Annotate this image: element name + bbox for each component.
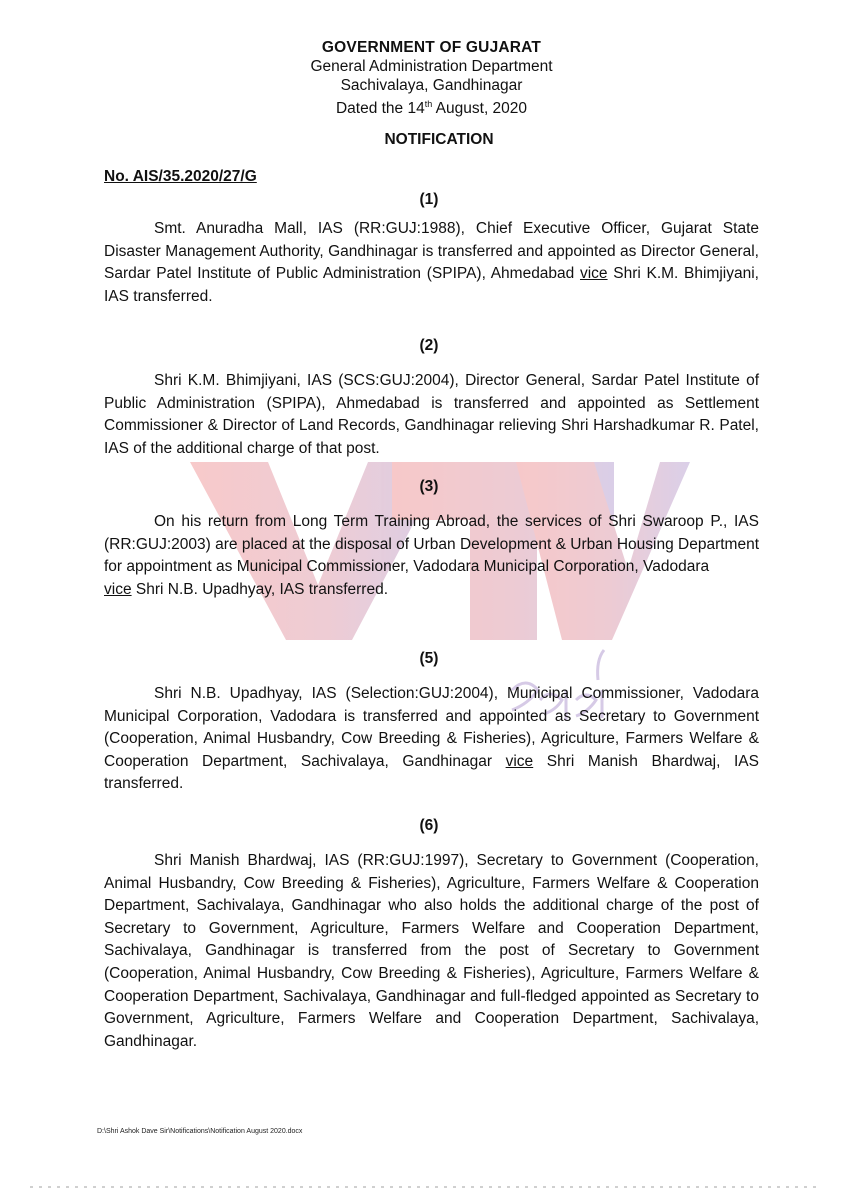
paragraph-number: (6) — [419, 817, 439, 834]
scan-artifact — [30, 1186, 820, 1188]
paragraph-body: Shri K.M. Bhimjiyani, IAS (SCS:GUJ:2004), Director General, Sardar Patel Institute of Public Administration (SPIPA), Ahmedabad is transferred and appointed as Settlement Commissioner & Director of Land Records, Gandhinagar relieving Shri Harshadkumar R. Patel, IAS of the additional charge of that post. — [104, 372, 759, 457]
office-location: Sachivalaya, Gandhinagar — [340, 77, 523, 94]
paragraph-body: Shri N.B. Upadhyay, IAS (Selection:GUJ:2004), Municipal Commissioner, Vadodara Municipal Corporation, Vadodara is transferred and appointed as Secretary to Government (Cooperation, Animal Husbandry, Cow Breeding & Fisheries), Agriculture, Farmers Welfare & Cooperation Department, Sachivalaya, Gandhinagar vice Shri Manish Bhardwaj, IAS transferred. — [104, 685, 759, 793]
reference-number: No. AIS/35.2020/27/G — [104, 168, 257, 185]
paragraph-number: (5) — [419, 650, 439, 667]
paragraph-body: Smt. Anuradha Mall, IAS (RR:GUJ:1988), Chief Executive Officer, Gujarat State Disaster Management Authority, Gandhinagar is transferred and appointed as Director General, Sardar Patel Institute of Public Administration (SPIPA), Ahmedabad vice Shri K.M. Bhimjiyani, IAS transferred. — [104, 220, 759, 305]
government-title: GOVERNMENT OF GUJARAT — [321, 39, 542, 56]
paragraph-number: (2) — [419, 337, 439, 354]
department-name: General Administration Department — [310, 58, 553, 75]
footer-file-path: D:\Shri Ashok Dave Sir\Notifications\Notification August 2020.docx — [97, 1128, 303, 1135]
paragraph-number: (3) — [419, 478, 439, 495]
paragraph-number: (1) — [419, 191, 439, 208]
paragraph-body: Shri Manish Bhardwaj, IAS (RR:GUJ:1997), Secretary to Government (Cooperation, Animal Husbandry, Cow Breeding & Fisheries), Agriculture, Farmers Welfare & Cooperation Department, Sachivalaya, Gandhinagar who also holds the additional charge of the post of Secretary to Government, Agriculture, Farmers Welfare and Cooperation Department, Sachivalaya, Gandhinagar is transferred from the post of Secretary to Government (Cooperation, Animal Husbandry, Cow Breeding & Fisheries), Agriculture, Farmers Welfare & Cooperation Department, Sachivalaya, Gandhinagar and full-fledged appointed as Secretary to Government, Agriculture, Farmers Welfare and Cooperation Department, Sachivalaya, Gandhinagar. — [104, 852, 759, 1050]
notification-heading: NOTIFICATION — [384, 131, 494, 148]
document-header — [0, 38, 848, 118]
document-date: Dated the 14th August, 2020 — [335, 99, 528, 118]
paragraph-body: On his return from Long Term Training Abroad, the services of Shri Swaroop P., IAS (RR:GUJ:2003) are placed at the disposal of Urban Development & Urban Housing Department for appointment as Municipal Commissioner, Vadodara Municipal Corporation, Vadodara vice Shri N.B. Upadhyay, IAS transferred. — [104, 513, 759, 598]
